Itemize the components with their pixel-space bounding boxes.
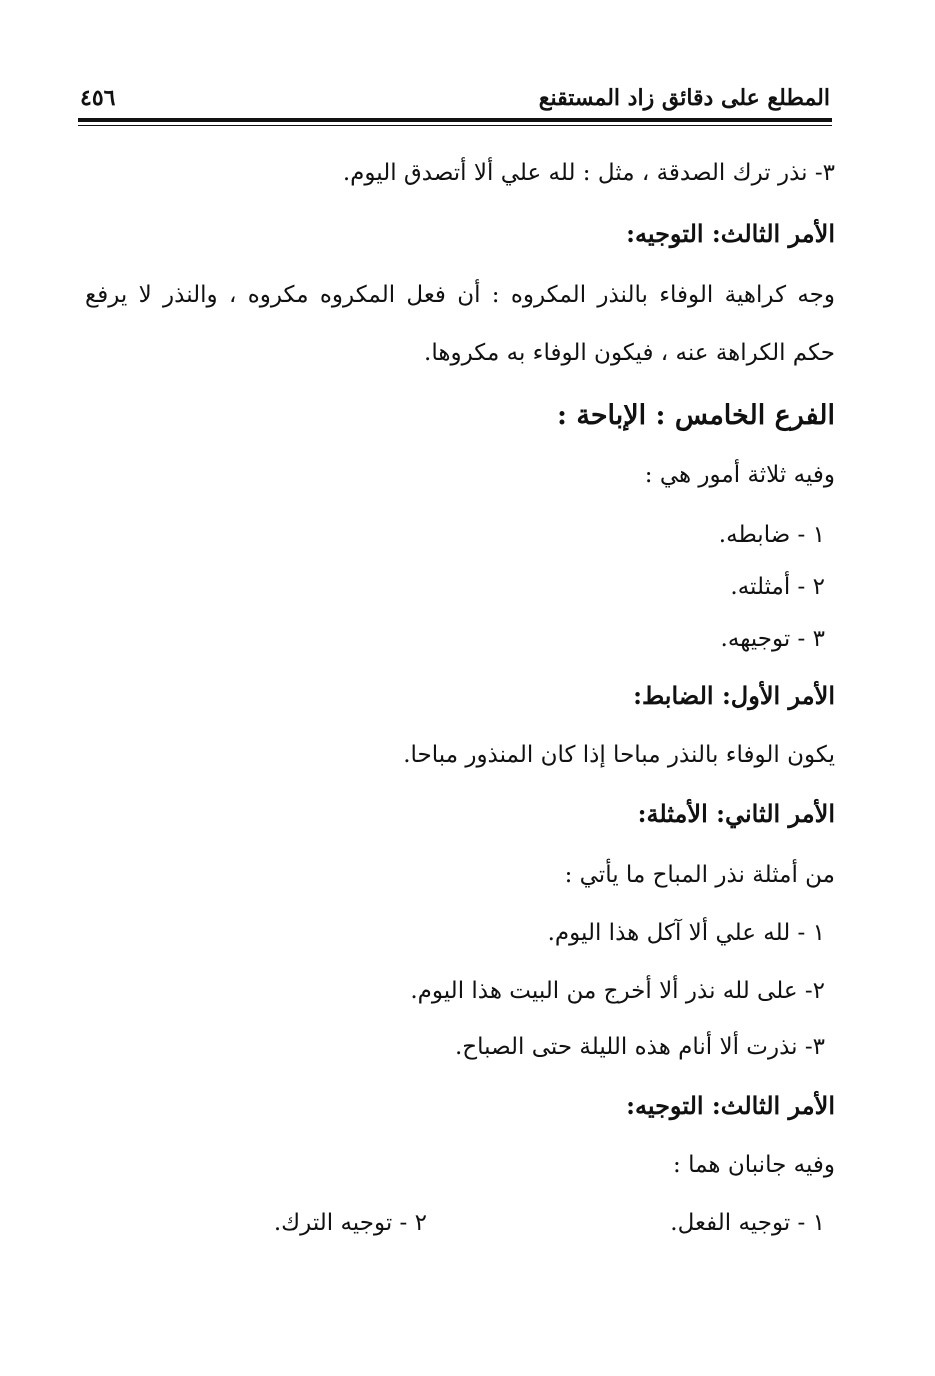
list-item: ٢ - توجيه الترك. bbox=[273, 1210, 427, 1236]
header-rule-thin bbox=[78, 125, 832, 126]
list-item: ٣- نذر ترك الصدقة ، مثل : لله علي ألا أتصدق اليوم. bbox=[342, 160, 835, 186]
section-heading: الفرع الخامس : الإباحة : bbox=[556, 400, 835, 431]
list-item: ١ - ضابطه. bbox=[718, 522, 825, 548]
subheading: الأمر الثالث: التوجيه: bbox=[626, 1091, 835, 1120]
subheading: الأمر الثالث: التوجيه: bbox=[626, 219, 835, 248]
paragraph-line: وفيه جانبان هما : bbox=[673, 1152, 835, 1178]
paragraph-line: وفيه ثلاثة أمور هي : bbox=[644, 462, 835, 488]
list-item: ٣- نذرت ألا أنام هذه الليلة حتى الصباح. bbox=[454, 1034, 825, 1060]
running-title: المطلع على دقائق زاد المستقنع bbox=[538, 85, 830, 111]
paragraph-line: حكم الكراهة عنه ، فيكون الوفاء به مكروها. bbox=[424, 340, 835, 366]
list-item: ١ - توجيه الفعل. bbox=[670, 1210, 825, 1236]
list-item: ١ - لله علي ألا آكل هذا اليوم. bbox=[547, 920, 825, 946]
paragraph-line: وجه كراهية الوفاء بالنذر المكروه : أن فعل المكروه مكروه ، والنذر لا يرفع bbox=[85, 282, 835, 308]
list-item: ٢- على لله نذر ألا أخرج من البيت هذا اليوم. bbox=[410, 978, 825, 1004]
paragraph-line: من أمثلة نذر المباح ما يأتي : bbox=[564, 862, 835, 888]
header-rule-thick bbox=[78, 118, 832, 122]
paragraph-line: يكون الوفاء بالنذر مباحا إذا كان المنذور مباحا. bbox=[403, 742, 835, 768]
subheading: الأمر الأول: الضابط: bbox=[633, 681, 835, 710]
list-item: ٢ - أمثلته. bbox=[730, 574, 825, 600]
list-item: ٣ - توجيهه. bbox=[720, 626, 825, 652]
subheading: الأمر الثاني: الأمثلة: bbox=[637, 799, 835, 828]
page-number: ٤٥٦ bbox=[80, 85, 116, 111]
page-header bbox=[80, 78, 830, 118]
